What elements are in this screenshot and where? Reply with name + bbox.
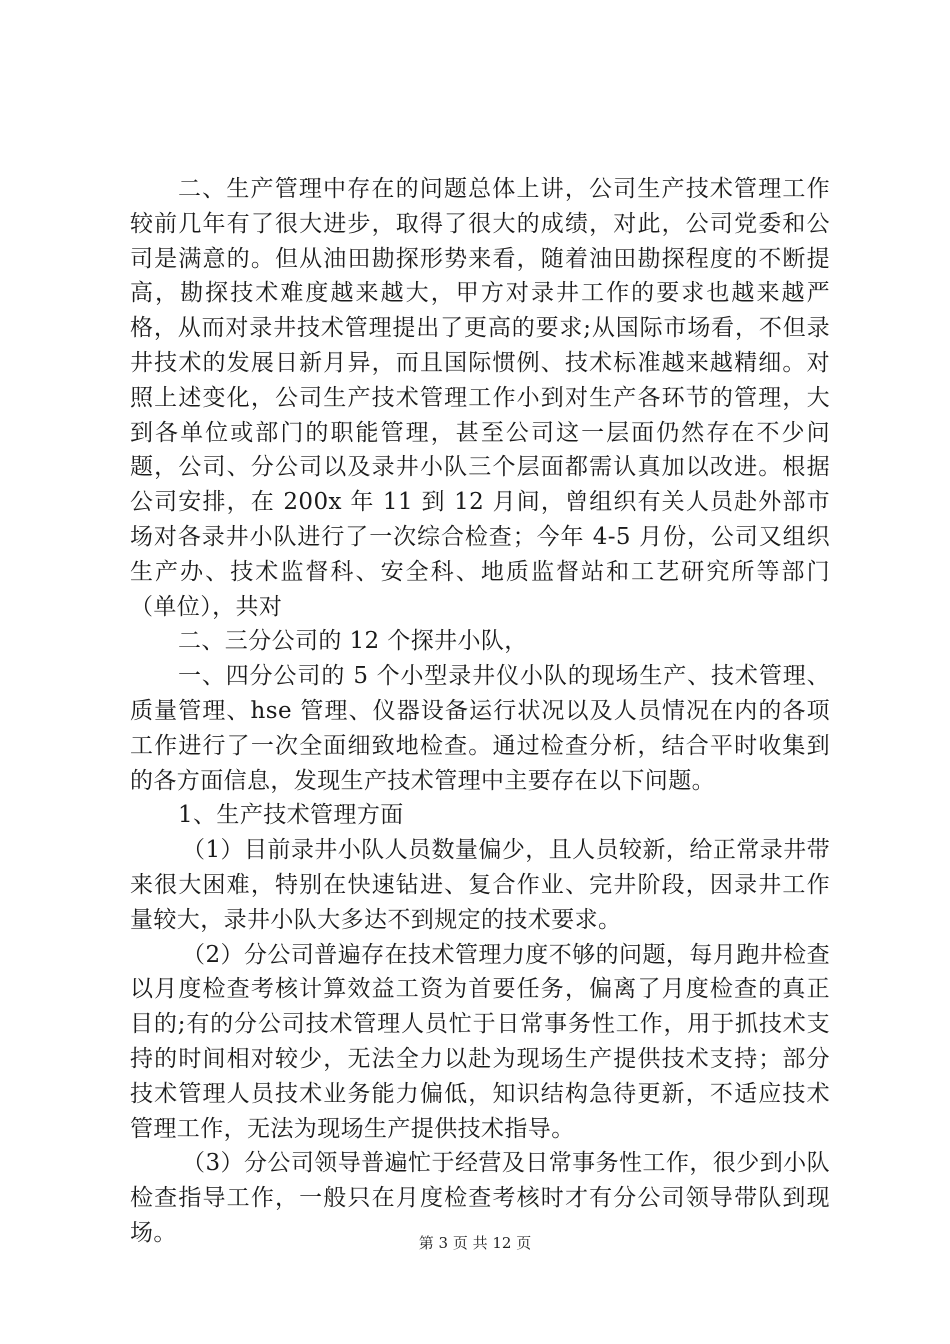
paragraph-item-2: （2）分公司普遍存在技术管理力度不够的问题，每月跑井检查以月度检查考核计算效益工资为首要任务，偏离了月度检查的真正目的;有的分公司技术管理人员忙于日常事务性工作，用于抓技术支持的时间相对较少，无法全力以赴为现场生产提供技术支持；部分技术管理人员技术业务能力偏低，知识结构急待更新，不适应技术管理工作，无法为现场生产提供技术指导。 — [130, 941, 830, 1142]
page-footer — [0, 1232, 950, 1253]
paragraph-overview: 二、生产管理中存在的问题总体上讲，公司生产技术管理工作较前几年有了很大进步，取得了很大的成绩，对此，公司党委和公司是满意的。但从油田勘探形势来看，随着油田勘探程度的不断提高，勘探技术难度越来越大，甲方对录井工作的要求也越来越严格，从而对录井技术管理提出了更高的要求;从国际市场看，不但录井技术的发展日新月异，而且国际惯例、技术标准越来越精细。对照上述变化，公司生产技术管理工作小到对生产各环节的管理，大到各单位或部门的职能管理，甚至公司这一层面仍然存在不少问题，公司、分公司以及录井小队三个层面都需认真加以改进。根据公司安排，在 200x 年 11 到 12 月间，曾组织有关人员赴外部市场对各录井小队进行了一次综合检查；今年 4-5 月份，公司又组织生产办、技术监督科、安全科、地质监督站和工艺研究所等部门（单位），共对 — [130, 176, 830, 620]
page-number-label: 第 3 页 共 12 页 — [418, 1234, 532, 1252]
paragraph-item-1: （1）目前录井小队人员数量偏少，且人员较新，给正常录井带来很大困难，特别在快速钻进、复合作业、完井阶段，因录井工作量较大，录井小队大多达不到规定的技术要求。 — [130, 837, 830, 933]
paragraph-teams-2-3: 二、三分公司的 12 个探井小队， — [178, 628, 528, 655]
document-body — [130, 172, 830, 1251]
paragraph-teams-1-4: 一、四分公司的 5 个小型录井仪小队的现场生产、技术管理、质量管理、hse 管理、仪器设备运行状况以及人员情况在内的各项工作进行了一次全面细致地检查。通过检查分析，结合平时收集到的各方面信息，发现生产技术管理中主要存在以下问题。 — [130, 663, 830, 794]
paragraph-item-3: （3）分公司领导普遍忙于经营及日常事务性工作，很少到小队检查指导工作，一般只在月度检查考核时才有分公司领导带队到现场。 — [130, 1150, 830, 1246]
section-heading-technical-management: 1、生产技术管理方面 — [178, 802, 404, 829]
